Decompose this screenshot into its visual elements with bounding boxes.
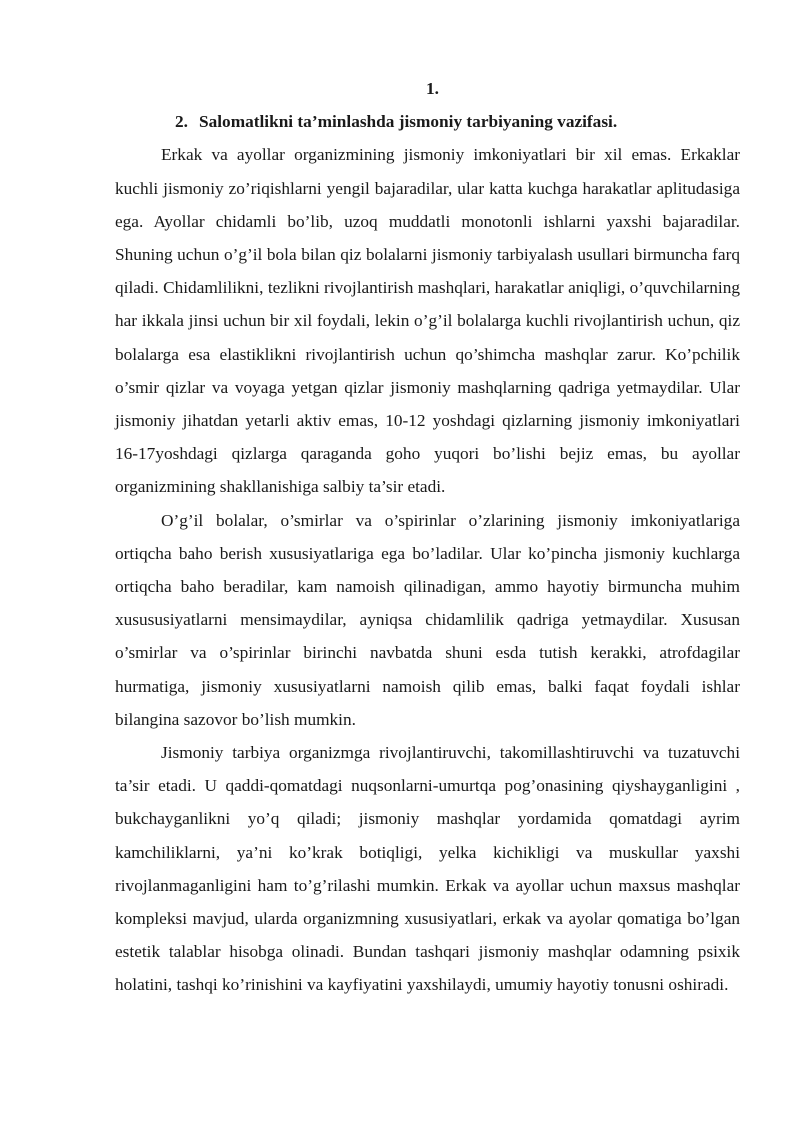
section-number: 1.: [426, 79, 439, 98]
paragraph-2: O’g’il bolalar, o’smirlar va o’spirinlar o’zlarining jismoniy imkoniyatlariga ortiqcha baho berish xususiyatlariga ega bo’ladilar. Ular ko’pincha jismoniy kuchlarga ortiqcha baho beradilar, kam namoish qilinadigan, ammo hayotiy birmuncha muhim xusususiyatlarni mensimaydilar, ayniqsa chidamlilik qadriga yetmaydilar. Xususan o’smirlar va o’spirinlar birinchi navbatda shuni esda tutish kerakki, atrofdagilar hurmatiga, jismoniy xususiyatlarni namoish qilib emas, balki faqat foydali ishlar bilangina sazovor bo’lish mumkin.: [115, 510, 740, 729]
title-text: Salomatlikni ta’minlashda jismoniy tarbiyaning vazifasi.: [199, 112, 618, 132]
section-title: [115, 105, 740, 138]
document-page: [115, 72, 740, 1002]
title-number: 2.: [175, 112, 188, 132]
paragraph-3: Jismoniy tarbiya organizmga rivojlantiruvchi, takomillashtiruvchi va tuzatuvchi ta’sir etadi. U qaddi-qomatdagi nuqsonlarni-umurtqa pog’onasining qiyshayganligini , bukchayganlikni yo’q qiladi; jismoniy mashqlar yordamida qomatdagi ayrim kamchiliklarni, ya’ni ko’krak botiqligi, yelka kichikligi va muskullar yaxshi rivojlanmaganligini ham to’g’rilashi mumkin. Erkak va ayollar uchun maxsus mashqlar kompleksi mavjud, ularda organizmning xususiyatlari, erkak va ayolar qomatiga bo’lgan estetik talablar hisobga olinadi. Bundan tashqari jismoniy mashqlar odamning psixik holatini, tashqi ko’rinishini va kayfiyatini yaxshilaydi, umumiy hayotiy tonusni oshiradi.: [115, 743, 740, 995]
paragraph-1: Erkak va ayollar organizmining jismoniy imkoniyatlari bir xil emas. Erkaklar kuchli jismoniy zo’riqishlarni yengil bajaradilar, ular katta kuchga harakatlar aplitudasiga ega. Ayollar chidamli bo’lib, uzoq muddatli monotonli ishlarni yaxshi bajaradilar. Shuning uchun o’g’il bola bilan qiz bolalarni jismoniy tarbiyalash usullari birmuncha farq qiladi. Chidamlilikni, tezlikni rivojlantirish mashqlari, harakatlar aniqligi, o’quvchilarning har ikkala jinsi uchun bir xil foydali, lekin o’g’il bolalarga kuchli rivojlantirish uchun, qiz bolalarga esa elastiklikni rivojlantirish uchun qo’shimcha mashqlar zarur. Ko’pchilik o’smir qizlar va voyaga yetgan qizlar jismoniy mashqlarning qadriga yetmaydilar. Ular jismoniy jihatdan yetarli aktiv emas, 10-12 yoshdagi qizlarning jismoniy imkoniyatlari 16-17yoshdagi qizlarga qaraganda goho yuqori bo’lishi bejiz emas, bu ayollar organizmining shakllanishiga salbiy ta’sir etadi.: [115, 145, 740, 497]
